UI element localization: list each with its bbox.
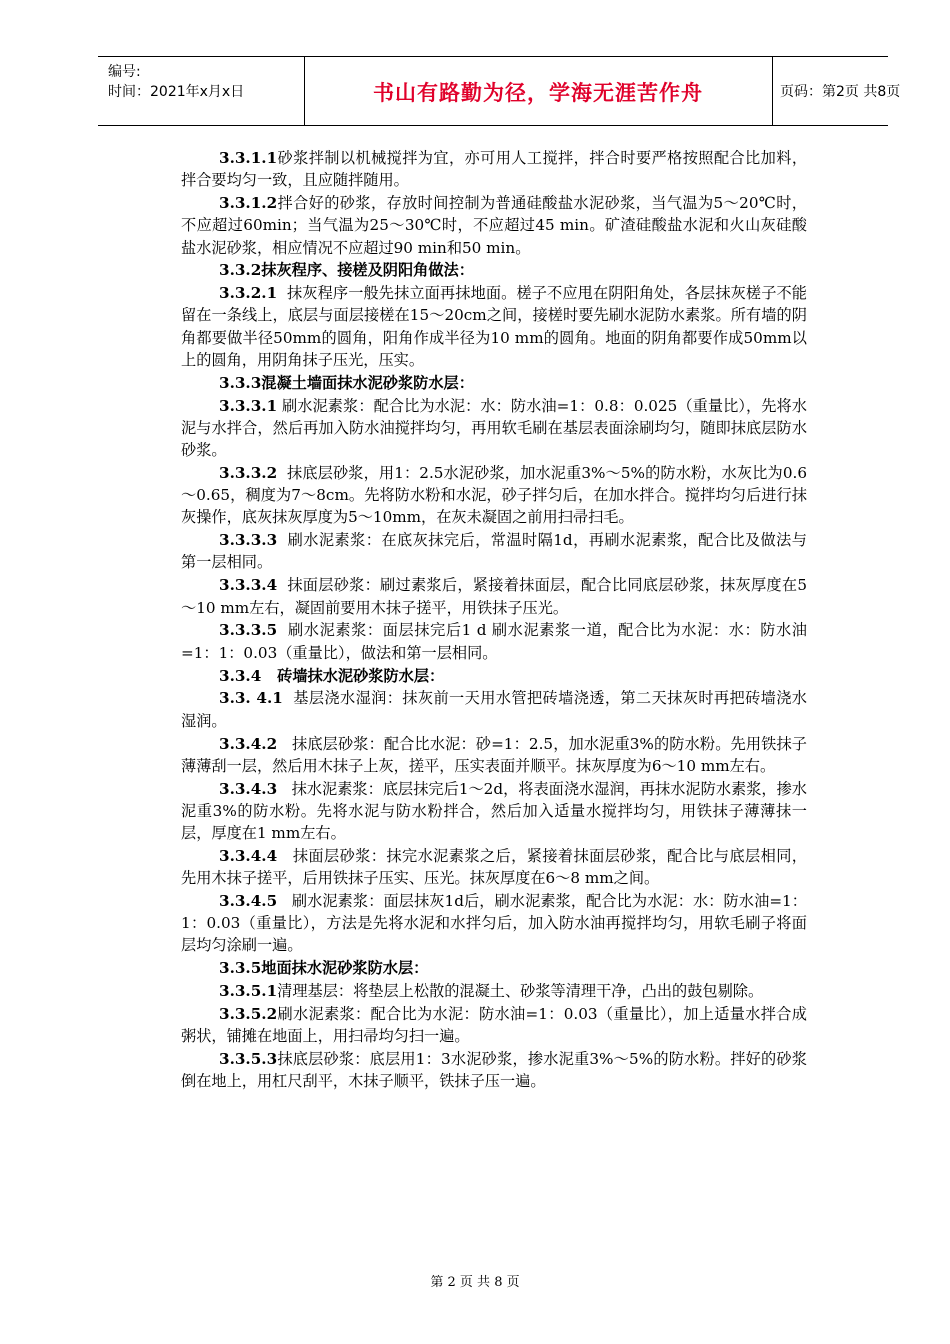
clause-text: 刷水泥素浆：面层抹灰1d后，刷水泥素浆，配合比为水泥：水：防水油=1：1：0.03（重量比），方法是先将水泥和水拌匀后，加入防水油再搅拌均匀，用软毛刷子将面层均匀涂刷一遍。 [181, 892, 807, 955]
clause-number: 3.3.3.1 [219, 396, 278, 415]
clause-text: 抹面层砂浆：刷过素浆后，紧接着抹面层，配合比同底层砂浆，抹灰厚度在5～10 mm左右，凝固前要用木抹子搓平，用铁抹子压光。 [181, 576, 807, 617]
paragraph [181, 980, 807, 1002]
page-number-label: 页码：第2页 共8页 [780, 84, 901, 100]
clause-number: 3.3.5.1 [219, 982, 278, 1001]
paragraph [181, 395, 807, 462]
time-label: 时间：2021年x月x日 [108, 84, 245, 100]
clause-number: 3.3.3.5 [219, 621, 278, 640]
clause-number: 3.3.4.5 [219, 892, 278, 911]
paragraph [181, 1003, 807, 1047]
section-heading [181, 259, 807, 281]
section-heading [181, 665, 807, 687]
section-heading [181, 957, 807, 979]
paragraph [181, 147, 807, 191]
clause-number: 3.3. 4.1 [219, 689, 283, 708]
clause-number: 3.3.2 [219, 261, 262, 280]
serial-label: 编号: [108, 64, 141, 80]
clause-number: 3.3.2.1 [219, 284, 278, 303]
clause-number: 3.3.3.4 [219, 576, 278, 595]
clause-text: 刷水泥素浆：在底灰抹完后，常温时隔1d，再刷水泥素浆，配合比及做法与第一层相同。 [181, 531, 807, 572]
clause-text: 混凝土墙面抹水泥砂浆防水层： [261, 373, 474, 392]
clause-number: 3.3.5 [219, 959, 262, 978]
paragraph [181, 619, 807, 663]
clause-text: 砖墙抹水泥砂浆防水层： [261, 666, 445, 685]
clause-text: 抹底层砂浆：配合比水泥：砂=1：2.5，加水泥重3%的防水粉。先用铁抹子薄薄刮一层，然后用木抹子上灰，搓平，压实表面并顺平。抹灰厚度为6～10 mm左右。 [181, 734, 807, 775]
clause-text: 清理基层：将垫层上松散的混凝土、砂浆等清理干净，凸出的鼓包剔除。 [277, 982, 764, 1001]
clause-text: 拌合好的砂浆，存放时间控制为普通硅酸盐水泥砂浆，当气温为5～20℃时，不应超过60min；当气温为25～30℃时，不应超过45 min。矿渣硅酸盐水泥和火山灰硅酸盐水泥砂浆，相应情况不应超过90 min和50 min。 [181, 194, 807, 257]
clause-text: 抹面层砂浆：抹完水泥素浆之后，紧接着抹面层砂浆，配合比与底层相同，先用木抹子搓平，后用铁抹子压实、压光。抹灰厚度在6～8 mm之间。 [181, 846, 807, 888]
clause-text: 刷水泥素浆：配合比为水泥：水：防水油=1：0.8：0.025（重量比），先将水泥与水拌合，然后再加入防水油搅拌均匀，再用软毛刷在基层表面涂刷均匀，随即抹底层防水砂浆。 [181, 396, 807, 460]
paragraph [181, 574, 807, 618]
paragraph [181, 1048, 807, 1092]
document-body [181, 147, 807, 1093]
clause-number: 3.3.4.3 [219, 779, 278, 798]
paragraph [181, 192, 807, 259]
clause-number: 3.3.3 [219, 373, 262, 392]
clause-number: 3.3.3.2 [219, 463, 278, 482]
clause-number: 3.3.4 [219, 666, 262, 685]
clause-text: 砂浆拌制以机械搅拌为宜，亦可用人工搅拌，拌合时要严格按照配合比加料，拌合要均匀一致，且应随拌随用。 [181, 149, 807, 190]
motto-text: 书山有路勤为径，学海无涯苦作舟 [373, 81, 703, 105]
clause-text: 抹灰程序、接槎及阴阳角做法： [261, 261, 474, 280]
paragraph [181, 282, 807, 371]
clause-text: 抹底层砂浆：底层用1：3水泥砂浆，掺水泥重3%～5%的防水粉。拌好的砂浆倒在地上，用杠尺刮平，木抹子顺平，铁抹子压一遍。 [181, 1050, 807, 1091]
clause-number: 3.3.1.1 [219, 149, 278, 167]
header-page-cell [772, 57, 901, 125]
page-header [98, 56, 901, 126]
clause-text: 抹底层砂浆，用1：2.5水泥砂浆，加水泥重3%～5%的防水粉，水灰比为0.6～0.65，稠度为7～8cm。先将防水粉和水泥，砂子拌匀后，在加水拌合。搅拌均匀后进行抹灰操作，底灰抹灰厚度为5～10mm，在灰未凝固之前用扫帚扫毛。 [181, 463, 807, 527]
section-heading [181, 372, 807, 394]
clause-number: 3.3.4.4 [219, 846, 278, 865]
clause-number: 3.3.1.2 [219, 194, 278, 213]
clause-text: 基层浇水湿润：抹灰前一天用水管把砖墙浇透，第二天抹灰时再把砖墙浇水湿润。 [181, 689, 807, 730]
clause-text: 抹灰程序一般先抹立面再抹地面。槎子不应甩在阴阳角处，各层抹灰槎子不能留在一条线上，底层与面层接槎在15～20cm之间，接槎时要先刷水泥防水素浆。所有墙的阴角都要做半径50mm的圆角，阳角作成半径为10 mm的圆角。地面的阴角都要作成50mm以上的圆角，用阴角抹子压光，压实。 [181, 284, 807, 369]
clause-text: 抹水泥素浆：底层抹完后1～2d，将表面浇水湿润，再抹水泥防水素浆，掺水泥重3%的防水粉。先将水泥与防水粉拌合，然后加入适量水搅拌均匀，用铁抹子薄薄抹一层，厚度在1 mm左右。 [181, 779, 807, 843]
clause-text: 地面抹水泥砂浆防水层： [261, 959, 429, 978]
clause-text: 刷水泥素浆：配合比为水泥：防水油=1：0.03（重量比），加上适量水拌合成粥状，铺摊在地面上，用扫帚均匀扫一遍。 [181, 1005, 807, 1046]
page-footer: 第 2 页 共 8 页 [430, 1275, 520, 1290]
header-motto-cell [304, 57, 773, 125]
clause-number: 3.3.4.2 [219, 734, 278, 753]
clause-number: 3.3.5.3 [219, 1050, 278, 1069]
paragraph [181, 890, 807, 957]
header-meta-cell [98, 57, 305, 125]
paragraph [181, 687, 807, 731]
clause-number: 3.3.3.3 [219, 531, 278, 550]
paragraph [181, 529, 807, 573]
paragraph [181, 733, 807, 777]
paragraph [181, 462, 807, 529]
clause-number: 3.3.5.2 [219, 1005, 278, 1024]
paragraph [181, 778, 807, 845]
paragraph [181, 845, 807, 889]
clause-text: 刷水泥素浆：面层抹完后1 d 刷水泥素浆一道，配合比为水泥：水：防水油=1：1：0.03（重量比），做法和第一层相同。 [181, 621, 807, 662]
